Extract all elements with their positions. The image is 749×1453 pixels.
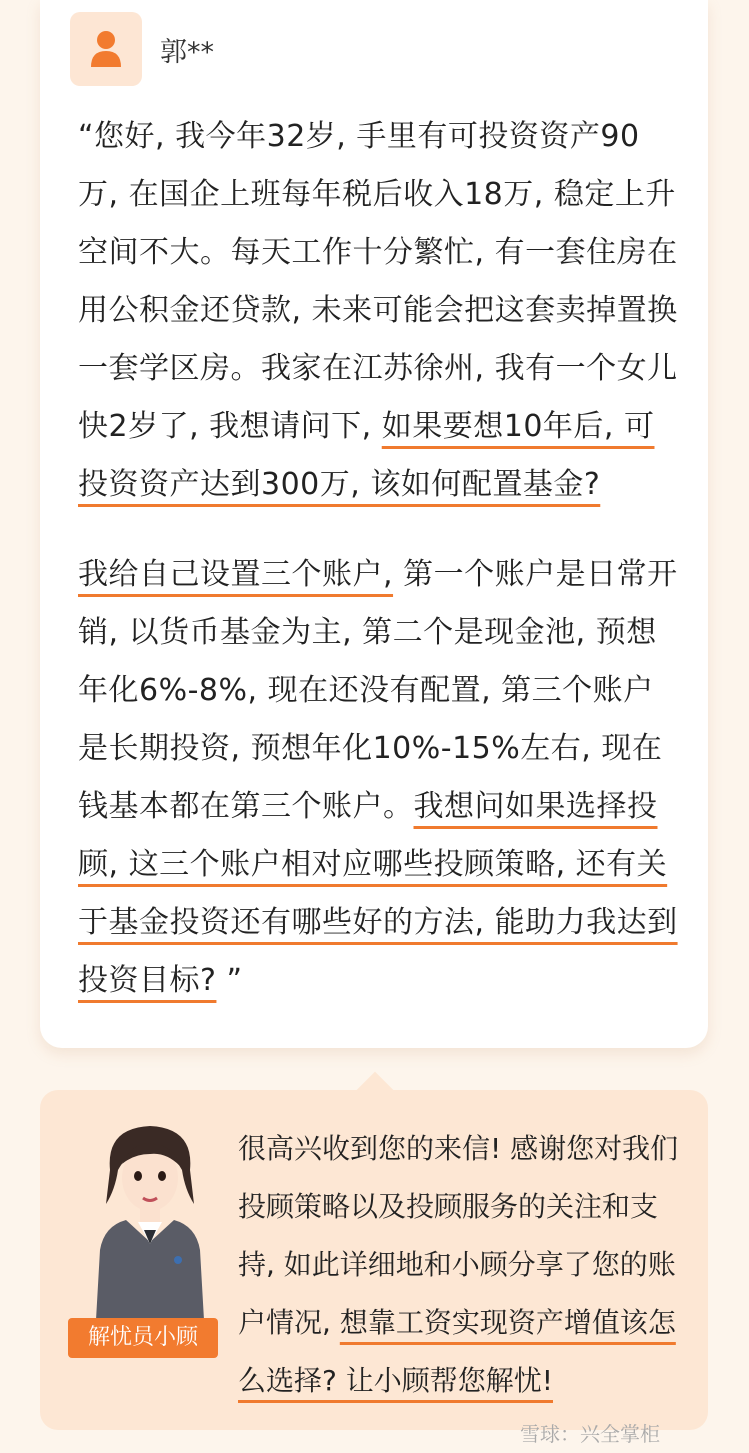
- watermark: 雪球：兴全掌柜: [520, 1422, 660, 1446]
- question-card: [40, 0, 708, 1048]
- avatar[interactable]: [70, 12, 142, 86]
- advisor-reply-box: [40, 1090, 708, 1430]
- question-paragraph-1: [78, 108, 678, 514]
- advisor-reply: [238, 1120, 688, 1410]
- reply-highlight: 想靠工资实现资产增值该怎么选择? 让小顾帮您解忧!: [238, 1306, 676, 1397]
- advisor-illustration: [90, 1120, 210, 1320]
- question-highlight: 如果要想10年后, 可投资资产达到300万, 该如何配置基金?: [78, 409, 655, 502]
- person-icon: [90, 30, 122, 68]
- user-name: 郭**: [160, 37, 214, 68]
- closing-quote: ”: [216, 963, 243, 998]
- reply-text: 很高兴收到您的来信! 感谢您对我们投顾策略以及投顾服务的关注和支持, 如此详细地和小顾分享了您的账户情况,: [238, 1132, 679, 1339]
- question-highlight: 我给自己设置三个账户,: [78, 557, 394, 592]
- advisor-tag: 解忧员小顾: [68, 1318, 218, 1358]
- question-paragraph-2: [78, 546, 678, 1010]
- question-highlight: 我想问如果选择投顾, 这三个账户相对应哪些投顾策略, 还有关于基金投资还有哪些好的方法, 能助力我达到投资目标?: [78, 789, 678, 998]
- question-text: 第一个账户是日常开销, 以货币基金为主, 第二个是现金池, 预想年化6%-8%, 现在还没有配置, 第三个账户是长期投资, 预想年化10%-15%左右, 现在钱基本都在第三个账户。: [78, 557, 678, 824]
- question-text: “您好, 我今年32岁, 手里有可投资资产90万, 在国企上班每年税后收入18万, 稳定上升空间不大。每天工作十分繁忙, 有一套住房在用公积金还贷款, 未来可能会把这套卖掉置换一套学区房。我家在江苏徐州, 我有一个女儿快2岁了, 我想请问下,: [78, 119, 678, 444]
